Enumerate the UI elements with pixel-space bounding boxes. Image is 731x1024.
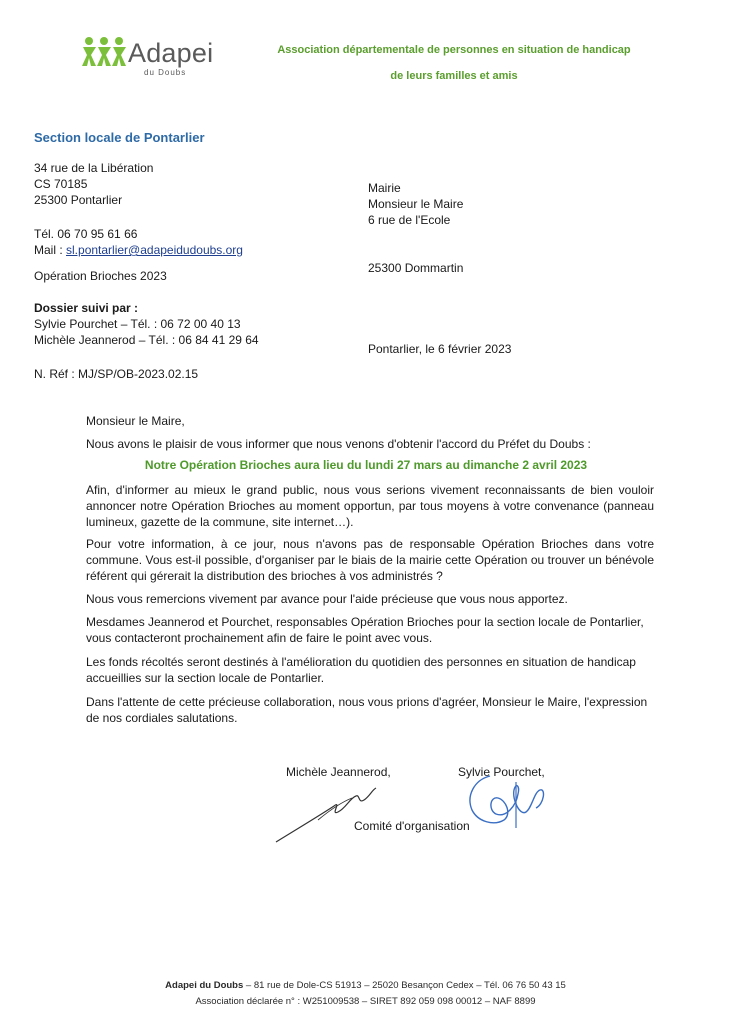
- footer-line-1: [0, 978, 731, 994]
- footer-org-name: Adapei du Doubs: [165, 980, 244, 991]
- signature-jeannerod-icon: [272, 776, 392, 846]
- recipient-line-2: Monsieur le Maire: [368, 197, 464, 211]
- paragraph-2: Pour votre information, à ce jour, nous n'avons pas de responsable Opération Brioches dans votre commune. Vous est-il possible, d'organiser par le biais de la mairie cette Opération ou trouver un bénévole référent qui gérerait la distribution des brioches à vos administrés ?: [86, 537, 654, 583]
- contact-1: Sylvie Pourchet – Tél. : 06 72 00 40 13: [34, 317, 241, 331]
- paragraph-4: Mesdames Jeannerod et Pourchet, responsables Opération Brioches pour la section locale de Pontarlier, vous contacteront prochainement afin de faire le point avec vous.: [86, 615, 644, 645]
- sender-mail: [34, 242, 243, 258]
- salutation: Monsieur le Maire,: [86, 414, 185, 428]
- signer-2-name: Sylvie Pourchet,: [458, 765, 545, 779]
- recipient-line-1: Mairie: [368, 181, 401, 195]
- paragraph-5: Les fonds récoltés seront destinés à l'amélioration du quotidien des personnes en situation de handicap accueillies sur la section locale de Pontarlier.: [86, 655, 636, 685]
- mail-link[interactable]: sl.pontarlier@adapeidudoubs.org: [66, 243, 243, 257]
- dossier-label: Dossier suivi par :: [34, 301, 139, 315]
- operation-label: Opération Brioches 2023: [34, 269, 167, 283]
- letter-date: Pontarlier, le 6 février 2023: [368, 342, 512, 356]
- paragraph-6: Dans l'attente de cette précieuse collaboration, nous vous prions d'agréer, Monsieur le Maire, l'expression de nos cordiales salutations.: [86, 695, 648, 725]
- intro-paragraph: Nous avons le plaisir de vous informer que nous venons d'obtenir l'accord du Préfet du Doubs :: [86, 437, 591, 451]
- footer-line-2: Association déclarée n° : W251009538 – SIRET 892 059 098 00012 – NAF 8899: [195, 996, 536, 1007]
- sender-address-3: 25300 Pontarlier: [34, 193, 123, 207]
- signature-pourchet-icon: [460, 770, 550, 834]
- event-highlight: Notre Opération Brioches aura lieu du lundi 27 mars au dimanche 2 avril 2023: [144, 458, 588, 472]
- mail-label: Mail :: [34, 243, 67, 257]
- footer: [0, 978, 731, 1010]
- reference: N. Réf : MJ/SP/OB-2023.02.15: [34, 367, 199, 381]
- footer-address: – 81 rue de Dole-CS 51913 – 25020 Besançon Cedex – Tél. 06 76 50 43 15: [243, 980, 566, 991]
- sender-address-1: 34 rue de la Libération: [34, 161, 154, 175]
- sender-address-2: CS 70185: [34, 177, 88, 191]
- association-line-2: de leurs familles et amis: [390, 70, 518, 82]
- logo-subtitle: du Doubs: [144, 68, 187, 77]
- adapei-logo-icon: [82, 36, 126, 70]
- recipient-line-3: 6 rue de l'Ecole: [368, 213, 451, 227]
- recipient-line-4: 25300 Dommartin: [368, 261, 464, 275]
- sender-phone: Tél. 06 70 95 61 66: [34, 227, 138, 241]
- logo-name: Adapei: [128, 38, 214, 68]
- logo: [82, 36, 222, 76]
- committee-label: Comité d'organisation: [354, 819, 470, 833]
- association-heading: [268, 40, 640, 86]
- paragraph-3: Nous vous remercions vivement par avance pour l'aide précieuse que vous nous apportez.: [86, 592, 568, 606]
- section-title: Section locale de Pontarlier: [34, 130, 205, 145]
- contact-2: Michèle Jeannerod – Tél. : 06 84 41 29 64: [34, 333, 259, 347]
- signer-1-name: Michèle Jeannerod,: [286, 765, 391, 779]
- paragraph-1: Afin, d'informer au mieux le grand public, nous vous serions vivement reconnaissants de bien vouloir annoncer notre Opération Brioches au moment opportun, par tous moyens à votre convenance (panneau lumineux, gazette de la commune, site internet…).: [86, 483, 654, 529]
- association-line-1: Association départementale de personnes en situation de handicap: [277, 44, 631, 56]
